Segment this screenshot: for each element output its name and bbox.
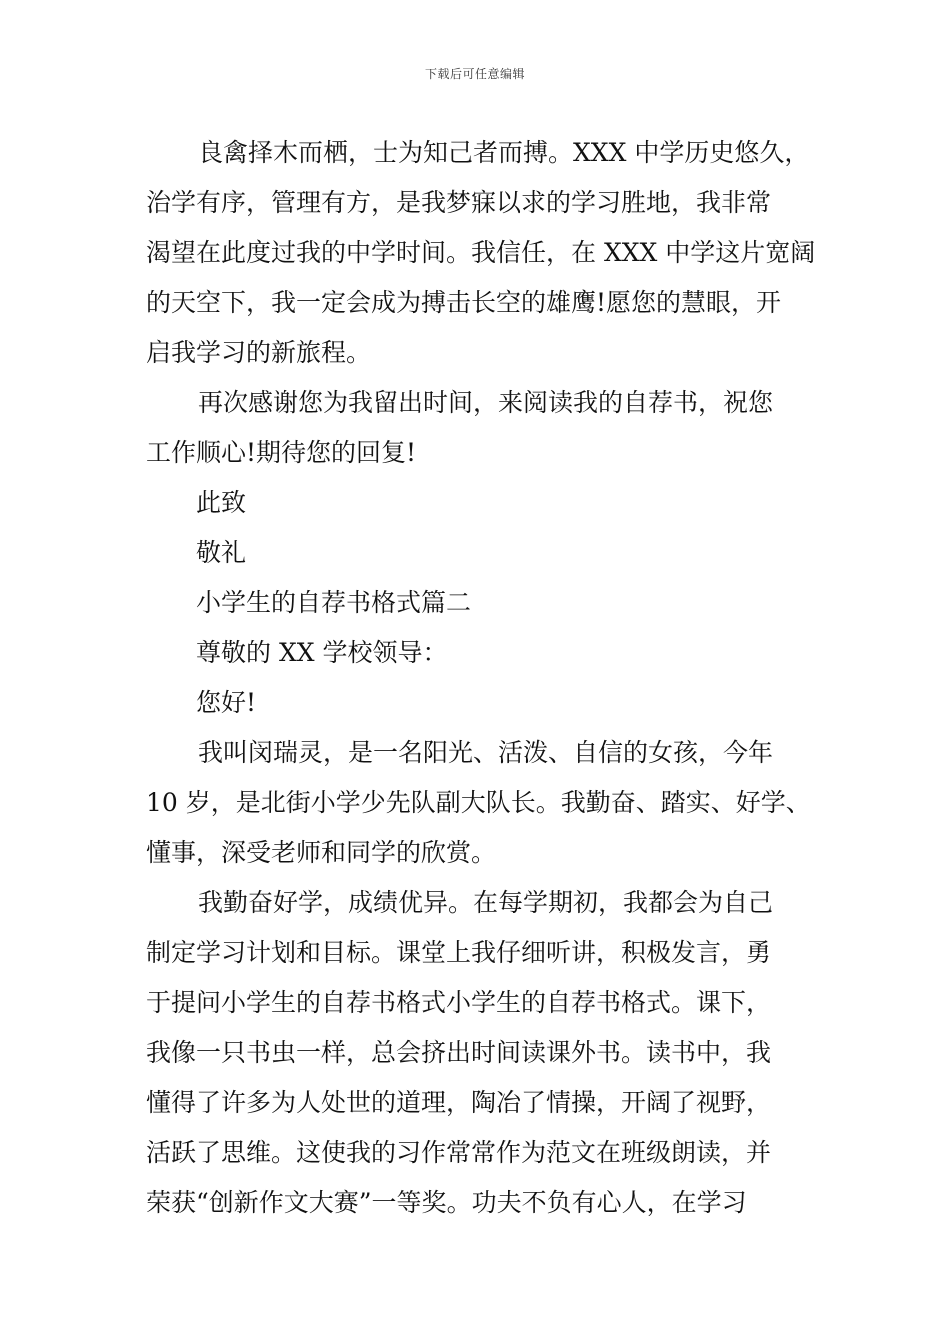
paragraph-line: 活跃了思维。这使我的习作常常作为范文在班级朗读，并 — [146, 1138, 772, 1167]
salutation-line: 尊敬的 XX 学校领导： — [196, 638, 448, 667]
paragraph-line: 懂事，深受老师和同学的欣赏。 — [146, 838, 497, 867]
paragraph-line: 10 岁，是北街小学少先队副大队长。我勤奋、踏实、好学、 — [146, 788, 811, 817]
paragraph-line: 我像一只书虫一样，总会挤出时间读课外书。读书中，我 — [146, 1038, 772, 1067]
paragraph-line: 治学有序，管理有方，是我梦寐以求的学习胜地，我非常 — [146, 188, 772, 217]
section-title: 小学生的自荐书格式篇二 — [196, 588, 472, 617]
header-note: 下载后可任意编辑 — [424, 67, 525, 81]
paragraph-line: 启我学习的新旅程。 — [146, 338, 372, 367]
paragraph-line: 荣获“创新作文大赛”一等奖。功夫不负有心人，在学习 — [146, 1188, 747, 1217]
closing-line: 敬礼 — [196, 538, 247, 567]
greeting-line: 您好! — [196, 688, 257, 717]
closing-line: 此致 — [196, 488, 247, 517]
paragraph-line: 渴望在此度过我的中学时间。我信任，在 XXX 中学这片宽阔 — [146, 238, 816, 267]
paragraph-line: 的天空下，我一定会成为搏击长空的雄鹰!愿您的慧眼，开 — [146, 288, 782, 317]
paragraph-line: 我叫闵瑞灵，是一名阳光、活泼、自信的女孩，今年 — [198, 738, 774, 767]
paragraph-line: 于提问小学生的自荐书格式小学生的自荐书格式。课下， — [146, 988, 772, 1017]
paragraph-line: 良禽择木而栖，士为知己者而搏。XXX 中学历史悠久， — [198, 138, 810, 167]
paragraph-line: 制定学习计划和目标。课堂上我仔细听讲，积极发言，勇 — [146, 938, 772, 967]
paragraph-line: 我勤奋好学，成绩优异。在每学期初，我都会为自己 — [198, 888, 774, 917]
paragraph-line: 懂得了许多为人处世的道理，陶冶了情操，开阔了视野， — [146, 1088, 772, 1117]
document-body — [146, 128, 826, 1228]
paragraph-line: 工作顺心!期待您的回复! — [146, 438, 417, 467]
paragraph-line: 再次感谢您为我留出时间，来阅读我的自荐书，祝您 — [198, 388, 774, 417]
